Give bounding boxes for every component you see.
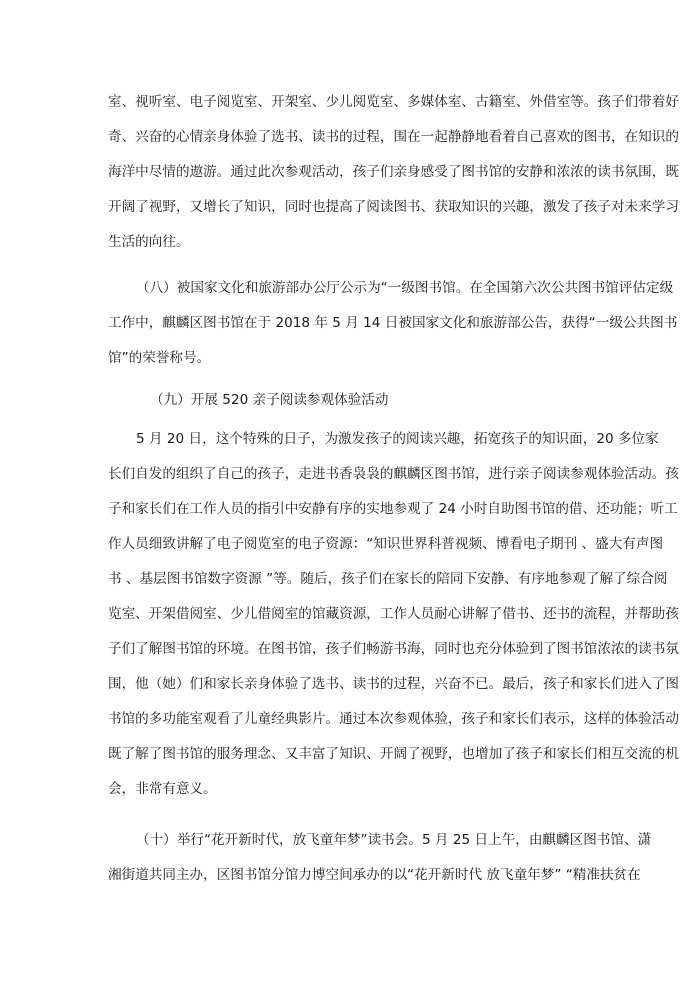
text-line: 海洋中尽情的遨游。通过此次参观活动，孩子们亲身感受了图书馆的安静和浓浓的读书氛围，既	[108, 164, 679, 180]
text-line: 子和家长们在工作人员的指引中安静有序的实地参观了 24 小时自助图书馆的借、还功能；听工	[108, 501, 678, 517]
text-line: 工作中，麒麟区图书馆在于 2018 年 5 月 14 日被国家文化和旅游部公告，获得“一级公共图书	[108, 315, 678, 331]
text-line: 览室、开架借阅室、少儿借阅室的馆藏资源，工作人员耐心讲解了借书、还书的流程，并帮助孩	[108, 606, 679, 622]
text-line: 作人员细致讲解了电子阅览室的电子资源：“知识世界科普视频、博看电子期刊 、盛大有声图	[108, 536, 664, 552]
text-line: 开阔了视野，又增长了知识，同时也提高了阅读图书、获取知识的兴趣，激发了孩子对未来学习	[108, 199, 679, 215]
text-line: 5 月 20 日，这个特殊的日子，为激发孩子的阅读兴趣，拓宽孩子的知识面，20 多位家	[136, 431, 659, 447]
text-line: （十）举行“花开新时代，放飞童年梦”读书会。5 月 25 日上午，由麒麟区图书馆、潇	[136, 832, 652, 848]
text-line: 长们自发的组织了自己的孩子，走进书香袅袅的麒麟区图书馆，进行亲子阅读参观体验活动。孩	[108, 466, 679, 482]
text-line: 生活的向往。	[108, 234, 190, 250]
text-line: 子们了解图书馆的环境。在图书馆，孩子们畅游书海，同时也充分体验到了图书馆浓浓的读书氛	[108, 641, 679, 657]
text-line: 湘街道共同主办，区图书馆分馆力博空间承办的以“花开新时代 放飞童年梦” “精准扶贫在	[108, 867, 641, 883]
text-line: 书 、基层图书馆数字资源 ”等。随后，孩子们在家长的陪同下安静、有序地参观了解了综合阅	[108, 571, 668, 587]
section-heading: （九）开展 520 亲子阅读参观体验活动	[150, 392, 389, 408]
text-line: 围，他（她）们和家长亲身体验了选书、读书的过程，兴奋不已。最后，孩子和家长们进入了图	[108, 676, 679, 692]
text-line: （八）被国家文化和旅游部办公厅公示为“一级图书馆。在全国第六次公共图书馆评估定级	[136, 280, 674, 296]
text-line: 会，非常有意义。	[108, 781, 217, 797]
text-line: 馆”的荣誉称号。	[108, 350, 211, 366]
text-line: 既了解了图书馆的服务理念、又丰富了知识、开阔了视野，也增加了孩子和家长们相互交流的机	[108, 746, 679, 762]
text-line: 奇、兴奋的心情亲身体验了选书、读书的过程，围在一起静静地看着自己喜欢的图书，在知识的	[108, 129, 679, 145]
text-line: 书馆的多功能室观看了儿童经典影片。通过本次参观体验，孩子和家长们表示，这样的体验活动	[108, 711, 679, 727]
text-line: 室、视听室、电子阅览室、开架室、少儿阅览室、多媒体室、古籍室、外借室等。孩子们带着好	[108, 94, 679, 110]
